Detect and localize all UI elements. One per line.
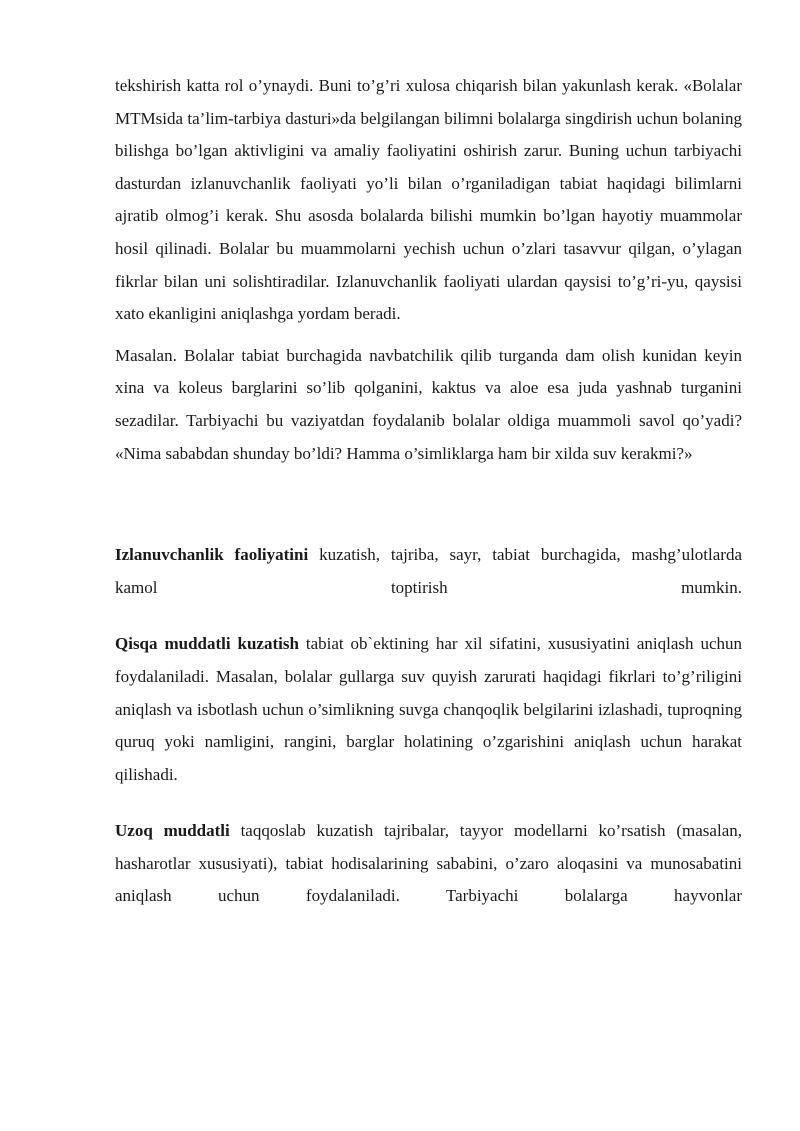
- paragraph-intro: tekshirish katta rol o’ynaydi. Buni to’g’ri xulosa chiqarish bilan yakunlash kerak. «Bolalar MTMsida ta’lim-tarbiya dasturi»da belgilangan bilimni bolalarga singdirish uchun bolaning bilishga bo’lgan aktivligini va amaliy faoliyatini oshirish zarur. Buning uchun tarbiyachi dasturdan izlanuvchanlik faoliyati yo’li bilan o’rganiladigan tabiat haqidagi bilimlarni ajratib olmog’i kerak. Shu asosda bolalarda bilishi mumkin bo’lgan hayotiy muammolar hosil qilinadi. Bolalar bu muammolarni yechish uchun o’zlari tasavvur qilgan, o’ylagan fikrlar bilan uni solishtiradilar. Izlanuvchanlik faoliyati ulardan qaysisi to’g’ri-yu, qaysisi xato ekanligini aniqlashga yordam beradi.: [115, 76, 742, 324]
- paragraph-long-observation-text: taqqoslab kuzatish tajribalar, tayyor modellarni ko’rsatish (masalan, hasharotlar xususiyati), tabiat hodisalarining sababini, o’zaro aloqasini va munosabatini aniqlash uchun foydalaniladi. Tarbiyachi bolalarga hayvonlar: [115, 821, 742, 906]
- paragraph-short-observation-text: tabiat ob`ektining har xil sifatini, xususiyatini aniqlash uchun foydalaniladi. Masalan, bolalar gullarga suv quyish zarurati haqidagi fikrlari to’g’riligini aniqlash va isbotlash uchun o’simlikning suvga chanqoqlik belgilarini izlashadi, tuproqning quruq yoki namligini, rangini, barglar holatining o’zgarishini aniqlash uchun harakat qilishadi.: [115, 634, 742, 784]
- paragraph-short-observation: [115, 628, 742, 791]
- paragraph-search-activity-text: kuzatish, tajriba, sayr, tabiat burchagida, mashg’ulotlarda kamol toptirish mumkin.: [115, 545, 742, 597]
- paragraph-example: Masalan. Bolalar tabiat burchagida navbatchilik qilib turganda dam olish kunidan keyin xina va koleus barglarini so’lib qolganini, kaktus va aloe esa juda yashnab turganini sezadilar. Tarbiyachi bu vaziyatdan foydalanib bolalar oldiga muammoli savol qo’yadi? «Nima sababdan shunday bo’ldi? Hamma o’simliklarga ham bir xilda suv kerakmi?»: [115, 345, 742, 463]
- term-long-observation: Uzoq muddatli: [115, 821, 230, 841]
- document-page: [115, 70, 742, 913]
- term-izlanuvchanlik: Izlanuvchanlik faoliyatini: [115, 545, 309, 565]
- paragraph-long-observation: [115, 815, 742, 913]
- term-short-observation: Qisqa muddatli kuzatish: [115, 634, 299, 654]
- paragraph-search-activity: [115, 539, 742, 604]
